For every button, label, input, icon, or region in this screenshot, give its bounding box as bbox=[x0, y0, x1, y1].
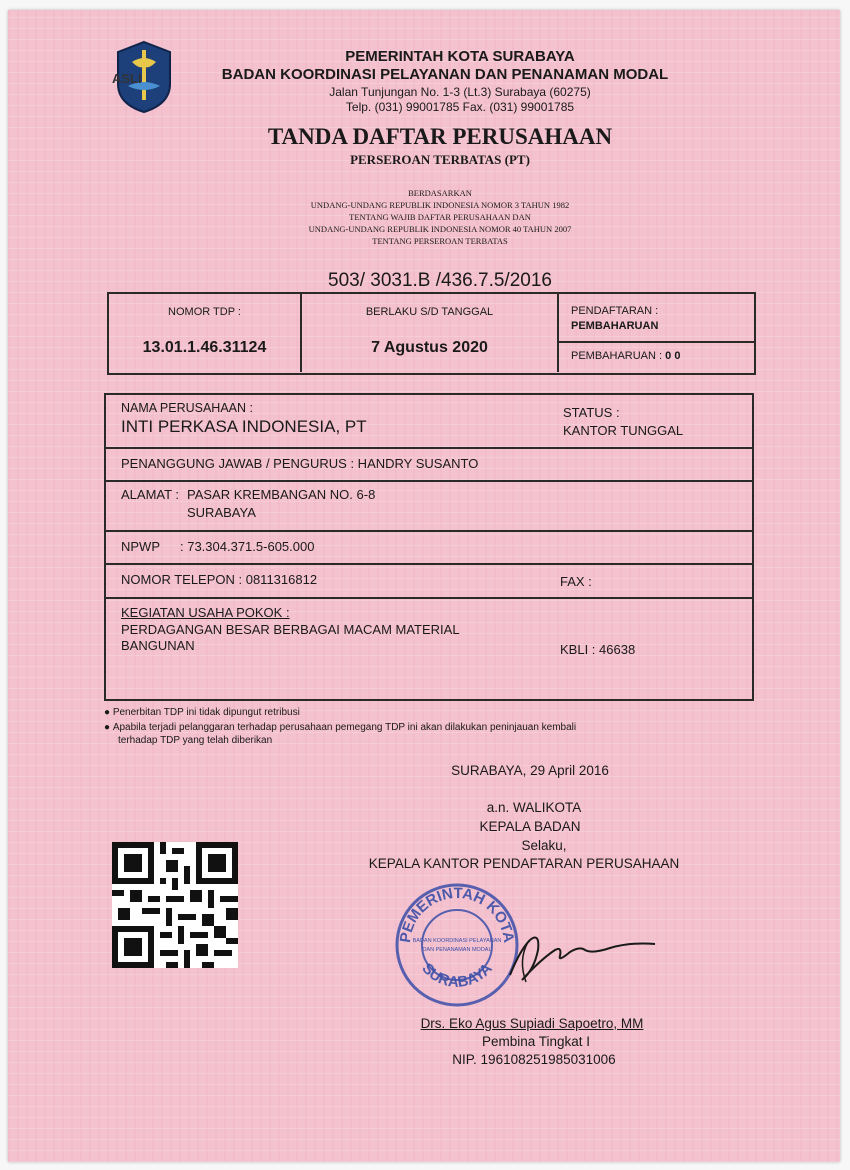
header-phone: Telp. (031) 99001785 Fax. (031) 99001785 bbox=[345, 100, 575, 114]
activity-line-1: PERDAGANGAN BESAR BERBAGAI MACAM MATERIAL bbox=[121, 622, 460, 637]
divider bbox=[105, 480, 752, 482]
note-2-continuation: terhadap TDP yang telah diberikan bbox=[118, 735, 273, 746]
valid-until-label: BERLAKU S/D TANGGAL bbox=[365, 306, 494, 318]
header-address: Jalan Tunjungan No. 1-3 (Lt.3) Surabaya (60275) bbox=[329, 85, 591, 99]
divider bbox=[558, 341, 754, 343]
legal-basis bbox=[250, 187, 630, 247]
legal-basis-line: TENTANG WAJIB DAFTAR PERUSAHAAN DAN bbox=[349, 212, 531, 222]
signatory-rank: Pembina Tingkat I bbox=[481, 1034, 591, 1049]
signature-line-2: KEPALA BADAN bbox=[479, 819, 581, 834]
company-name-label: NAMA PERUSAHAAN : bbox=[121, 401, 253, 415]
stamp-middle-text-1: BADAN KOORDINASI PELAYANAN bbox=[412, 938, 502, 944]
legal-basis-line: TENTANG PERSEROAN TERBATAS bbox=[372, 236, 508, 246]
signatory-name: Drs. Eko Agus Supiadi Sapoetro, MM bbox=[420, 1016, 644, 1031]
place-date: SURABAYA, 29 April 2016 bbox=[451, 763, 609, 778]
address-line-2: SURABAYA bbox=[187, 505, 256, 520]
tdp-label: NOMOR TDP : bbox=[168, 306, 241, 318]
divider bbox=[105, 597, 752, 599]
status-value: KANTOR TUNGGAL bbox=[563, 423, 684, 438]
address-line-1: PASAR KREMBANGAN NO. 6-8 bbox=[187, 487, 376, 502]
registration-table bbox=[107, 292, 756, 375]
qr-code bbox=[112, 842, 238, 968]
legal-basis-line: BERDASARKAN bbox=[408, 188, 472, 198]
divider bbox=[105, 447, 752, 449]
kbli-code: KBLI : 46638 bbox=[560, 642, 636, 657]
stamp-bottom-text: SURABAYA bbox=[418, 960, 496, 991]
document-title: TANDA DAFTAR PERUSAHAAN bbox=[267, 124, 613, 149]
stamp-top-text: PEMERINTAH KOTA bbox=[396, 884, 518, 944]
activity-label: KEGIATAN USAHA POKOK : bbox=[121, 605, 290, 620]
valid-until-value: 7 Agustus 2020 bbox=[371, 339, 488, 356]
signature-line-1: a.n. WALIKOTA bbox=[486, 800, 582, 815]
divider bbox=[105, 530, 752, 532]
document-number: 503/ 3031.B /436.7.5/2016 bbox=[328, 270, 552, 291]
note-2: ● Apabila terjadi pelanggaran terhadap perusahaan pemegang TDP ini akan dilakukan peninjauan kembali bbox=[104, 722, 577, 733]
pendaftaran-value: PEMBAHARUAN bbox=[571, 320, 659, 332]
divider bbox=[105, 563, 752, 565]
signature-line-3: Selaku, bbox=[521, 838, 567, 853]
npwp-label: NPWP bbox=[121, 539, 160, 554]
status-label: STATUS : bbox=[563, 405, 620, 420]
divider bbox=[300, 293, 302, 372]
handwritten-signature bbox=[500, 920, 660, 990]
svg-text:SURABAYA bbox=[418, 960, 495, 991]
fax-label: FAX : bbox=[560, 574, 592, 589]
stamp-middle-text-2: DAN PENANAMAN MODAL bbox=[422, 947, 492, 953]
npwp-value: : 73.304.371.5-605.000 bbox=[180, 539, 315, 554]
phone-number: NOMOR TELEPON : 0811316812 bbox=[121, 572, 318, 587]
signature-line-4: KEPALA KANTOR PENDAFTARAN PERUSAHAAN bbox=[368, 856, 680, 871]
legal-basis-line: UNDANG-UNDANG REPUBLIK INDONESIA NOMOR 40 TAHUN 2007 bbox=[308, 224, 572, 234]
address-label: ALAMAT : bbox=[121, 487, 180, 502]
pembaharuan-value: 0 0 bbox=[665, 350, 681, 362]
bullet-icon: ● bbox=[104, 722, 111, 733]
legal-basis-line: UNDANG-UNDANG REPUBLIK INDONESIA NOMOR 3 TAHUN 1982 bbox=[310, 200, 570, 210]
signatory-nip: NIP. 196108251985031006 bbox=[452, 1052, 616, 1067]
company-name-value: INTI PERKASA INDONESIA, PT bbox=[121, 417, 367, 436]
pembaharuan-row bbox=[571, 350, 680, 362]
header-government: PEMERINTAH KOTA SURABAYA bbox=[345, 48, 575, 65]
header-agency: BADAN KOORDINASI PELAYANAN DAN PENANAMAN MODAL bbox=[221, 66, 669, 83]
bullet-icon: ● bbox=[104, 707, 111, 718]
pembaharuan-label: PEMBAHARUAN : bbox=[571, 350, 663, 362]
pendaftaran-label: PENDAFTARAN : bbox=[571, 305, 659, 317]
divider bbox=[557, 293, 559, 372]
tdp-value: 13.01.1.46.31124 bbox=[142, 339, 267, 356]
document-subtitle: PERSEROAN TERBATAS (PT) bbox=[350, 152, 530, 167]
responsible-person: PENANGGUNG JAWAB / PENGURUS : HANDRY SUSANTO bbox=[121, 456, 479, 471]
asli-mark: ASLI bbox=[112, 71, 142, 86]
activity-line-2: BANGUNAN bbox=[121, 638, 195, 653]
note-1: ● Penerbitan TDP ini tidak dipungut retribusi bbox=[104, 707, 300, 718]
